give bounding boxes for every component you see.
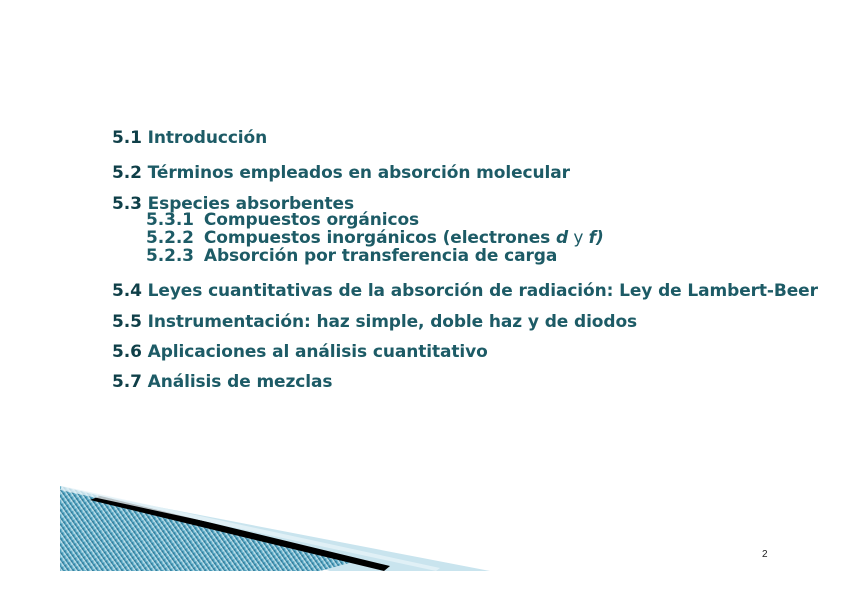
toc-item-5-7 <box>112 372 332 392</box>
toc-number: 5.3 <box>112 194 142 214</box>
toc-text: Análisis de mezclas <box>147 372 333 392</box>
toc-subitem-5-3-1 <box>146 211 419 229</box>
toc-item-5-6 <box>112 342 488 362</box>
toc-subtext: Compuestos inorgánicos (electrones <box>203 228 556 248</box>
toc-subnumber: 5.2.3 <box>146 246 194 266</box>
toc-subtext: Absorción por transferencia de carga <box>203 246 558 266</box>
toc-text: Introducción <box>147 128 268 148</box>
toc-item-5-1 <box>112 128 267 148</box>
toc-number: 5.5 <box>112 312 142 332</box>
toc-subtext: Compuestos orgánicos <box>203 210 420 230</box>
toc-subtext-f: f <box>588 228 596 248</box>
toc-number: 5.1 <box>112 128 142 148</box>
toc-number: 5.7 <box>112 372 142 392</box>
page-number: 2 <box>762 549 768 560</box>
toc-item-5-4 <box>112 281 818 301</box>
toc-subnumber: 5.2.2 <box>146 228 194 248</box>
toc-subitem-5-2-2 <box>146 229 604 247</box>
toc-text: Especies absorbentes <box>147 194 354 214</box>
toc-item-5-2 <box>112 163 570 183</box>
toc-subtext-d: d <box>556 228 569 248</box>
toc-subnumber: 5.3.1 <box>146 210 194 230</box>
toc-subtext-y: y <box>568 228 589 248</box>
toc-text: Instrumentación: haz simple, doble haz y de diodos <box>147 312 638 332</box>
toc-number: 5.4 <box>112 281 142 301</box>
toc-subitem-5-2-3 <box>146 247 557 265</box>
toc-item-5-5 <box>112 312 637 332</box>
toc-text: Aplicaciones al análisis cuantitativo <box>147 342 488 362</box>
toc-subtext-close: ) <box>595 228 604 248</box>
toc-text: Términos empleados en absorción molecular <box>147 163 570 183</box>
toc-number: 5.6 <box>112 342 142 362</box>
toc-text: Leyes cuantitativas de la absorción de radiación: Ley de Lambert-Beer <box>147 281 818 301</box>
toc-number: 5.2 <box>112 163 142 183</box>
